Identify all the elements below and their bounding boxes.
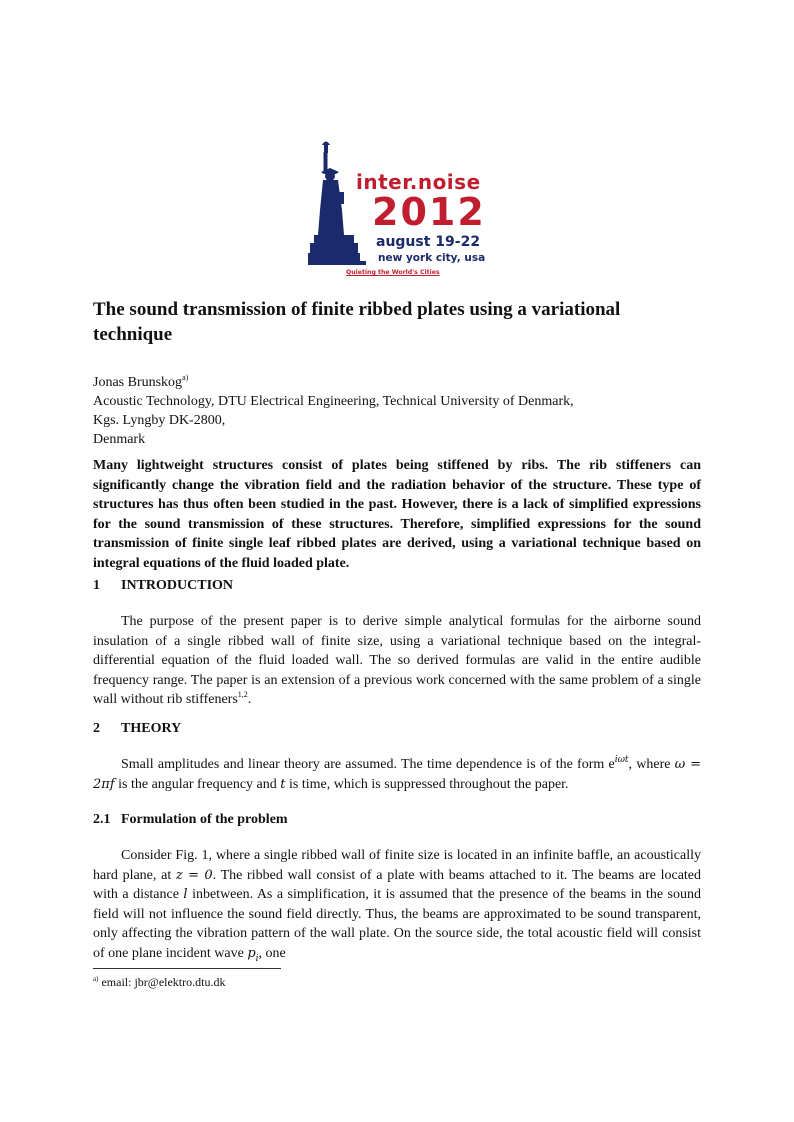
- author-footnote-mark: a): [182, 373, 189, 382]
- conference-logo: [308, 140, 488, 280]
- affiliation-line-1: Acoustic Technology, DTU Electrical Engineering, Technical University of Denmark,: [93, 394, 574, 409]
- logo-year: 2012: [372, 190, 486, 234]
- logo-inter-noise: inter.noise: [356, 170, 481, 194]
- footnote: [93, 975, 225, 990]
- logo-dates: august 19-22: [376, 234, 481, 250]
- affiliation-line-3: Denmark: [93, 432, 146, 447]
- logo-tagline: Quieting the World's Cities: [346, 269, 440, 276]
- formulation-paragraph: Consider Fig. 1, where a single ribbed wall of finite size is located in an infinite baffle, an acoustically hard plane, at z = 0. The ribbed wall consist of a plate with beams attached to it. The beams are located with a distance l inbetween. As a simplification, it is assumed that the presence of the beams in the sound field will not influence the sound field directly. Thus, the beams are approximated to be sound transparent, only affecting the vibration pattern of the wall plate. On the source side, the total acoustic field will consist of one plane incident wave $p_i$, one: [93, 848, 702, 964]
- citation-ref: 1,2: [237, 690, 248, 700]
- footnote-email: email: jbr@elektro.dtu.dk: [98, 975, 226, 989]
- abstract: Many lightweight structures consist of plates being stiffened by ribs. The rib stiffeners can significantly change the vibration field and the radiation behavior of the structure. These type of structures has thus often been studied in the past. However, there is a lack of simplified expressions for the sound transmission of these structures. Therefore, simplified expressions for the sound transmission of finite single leaf ribbed plates are derived, using a variational technique based on integral equations of the fluid loaded plate.: [93, 458, 701, 571]
- paper-title: The sound transmission of finite ribbed plates using a variational technique: [93, 299, 621, 345]
- author-block: [93, 368, 703, 449]
- logo-city: new york city, usa: [378, 252, 486, 264]
- section-heading-introduction: 1 INTRODUCTION: [93, 578, 234, 593]
- affiliation-line-2: Kgs. Lyngby DK-2800,: [93, 413, 226, 428]
- section-heading-theory: 2 THEORY: [93, 721, 182, 736]
- introduction-paragraph: The purpose of the present paper is to derive simple analytical formulas for the airborne sound insulation of a single ribbed wall of finite size, using a variational technique based on the integral-differential equation of the fluid loaded wall. The so derived formulas are valid in the entire audible frequency range. The paper is an extension of a previous work concerned with the same problem of a single wall without rib stiffeners$^{1,2}$.: [93, 614, 701, 708]
- theory-paragraph: Small amplitudes and linear theory are assumed. The time dependence is of the form $e^{i\omega t}$, where ω = 2πf is the angular frequency and t is time, which is suppressed throughout the paper.: [93, 755, 701, 792]
- subsection-heading-formulation: 2.1 Formulation of the problem: [93, 812, 288, 827]
- author-name: Jonas Brunskog$^{a)}$: [93, 373, 189, 390]
- footnote-divider: [93, 968, 281, 969]
- footnote-mark: a): [93, 975, 99, 983]
